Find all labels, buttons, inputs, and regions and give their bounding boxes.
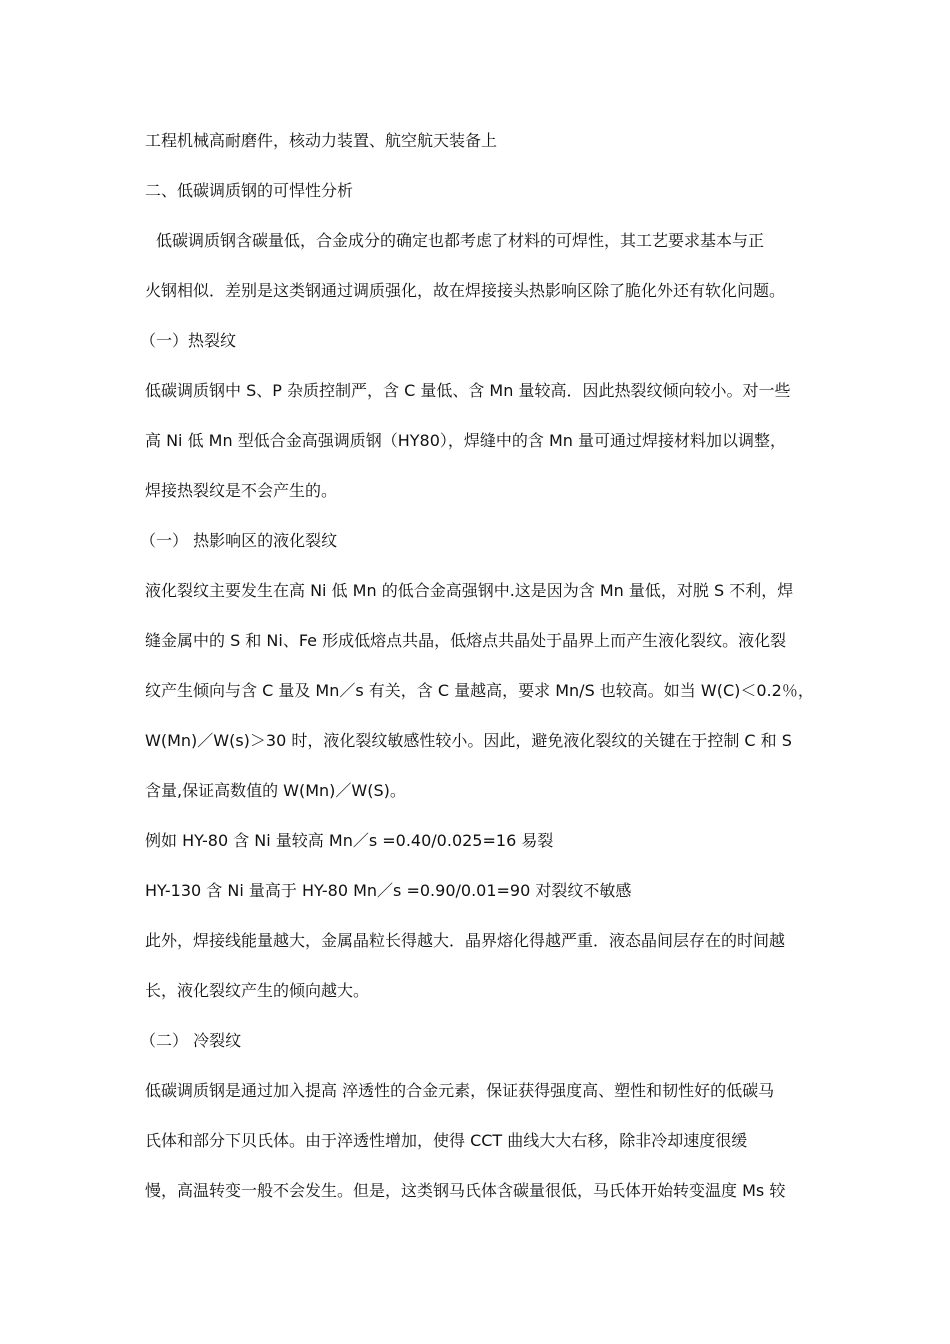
paragraph-line: 长，液化裂纹产生的倾向越大。 bbox=[145, 981, 370, 1000]
paragraph-line: 火钢相似．差别是这类钢通过调质强化，故在焊接接头热影响区除了脆化外还有软化问题。 bbox=[145, 281, 786, 300]
paragraph-line: 慢，高温转变一般不会发生。但是，这类钢马氏体含碳量很低，马氏体开始转变温度 Ms 较 bbox=[145, 1181, 786, 1200]
paragraph-line: 缝金属中的 S 和 Ni、Fe 形成低熔点共晶，低熔点共晶处于晶界上而产生液化裂纹。液化裂 bbox=[145, 631, 787, 650]
subsection-heading: （一）热裂纹 bbox=[140, 331, 237, 350]
paragraph-line: 含量,保证高数值的 W(Mn)／W(S)。 bbox=[145, 781, 406, 800]
paragraph-line: 氏体和部分下贝氏体。由于淬透性增加，使得 CCT 曲线大大右移，除非冷却速度很缓 bbox=[145, 1131, 748, 1150]
paragraph-line: 低碳调质钢含碳量低，合金成分的确定也都考虑了材料的可焊性，其工艺要求基本与正 bbox=[156, 231, 765, 250]
example-line: HY-130 含 Ni 量高于 HY-80 Mn／s =0.90/0.01=90 对裂纹不敏感 bbox=[145, 881, 632, 900]
paragraph-line: 低碳调质钢是通过加入提高 淬透性的合金元素，保证获得强度高、塑性和韧性好的低碳马 bbox=[145, 1081, 775, 1100]
paragraph-line: 焊接热裂纹是不会产生的。 bbox=[145, 481, 338, 500]
paragraph-line: 液化裂纹主要发生在高 Ni 低 Mn 的低合金高强钢中.这是因为含 Mn 量低，对脱 S 不利，焊 bbox=[145, 581, 794, 600]
paragraph-line: 纹产生倾向与含 C 量及 Mn／s 有关，含 C 量越高，要求 Mn/S 也较高。如当 W(C)＜0.2％， bbox=[145, 681, 814, 700]
example-line: 例如 HY-80 含 Ni 量较高 Mn／s =0.40/0.025=16 易裂 bbox=[145, 831, 554, 850]
text-line: 工程机械高耐磨件，核动力装置、航空航天装备上 bbox=[145, 131, 498, 150]
paragraph-line: 高 Ni 低 Mn 型低合金高强调质钢（HY80），焊缝中的含 Mn 量可通过焊接材料加以调整， bbox=[145, 431, 786, 450]
paragraph-line: 低碳调质钢中 S、P 杂质控制严，含 C 量低、含 Mn 量较高．因此热裂纹倾向较小。对一些 bbox=[145, 381, 791, 400]
section-heading: 二、低碳调质钢的可悍性分析 bbox=[145, 181, 354, 200]
subsection-heading: （一） 热影响区的液化裂纹 bbox=[140, 531, 338, 550]
subsection-heading: （二） 冷裂纹 bbox=[140, 1031, 242, 1050]
paragraph-line: 此外，焊接线能量越大，金属晶粒长得越大．晶界熔化得越严重．液态晶间层存在的时间越 bbox=[145, 931, 786, 950]
paragraph-line: W(Mn)／W(s)＞30 时，液化裂纹敏感性较小。因此，避免液化裂纹的关键在于控制 C 和 S bbox=[145, 731, 792, 750]
